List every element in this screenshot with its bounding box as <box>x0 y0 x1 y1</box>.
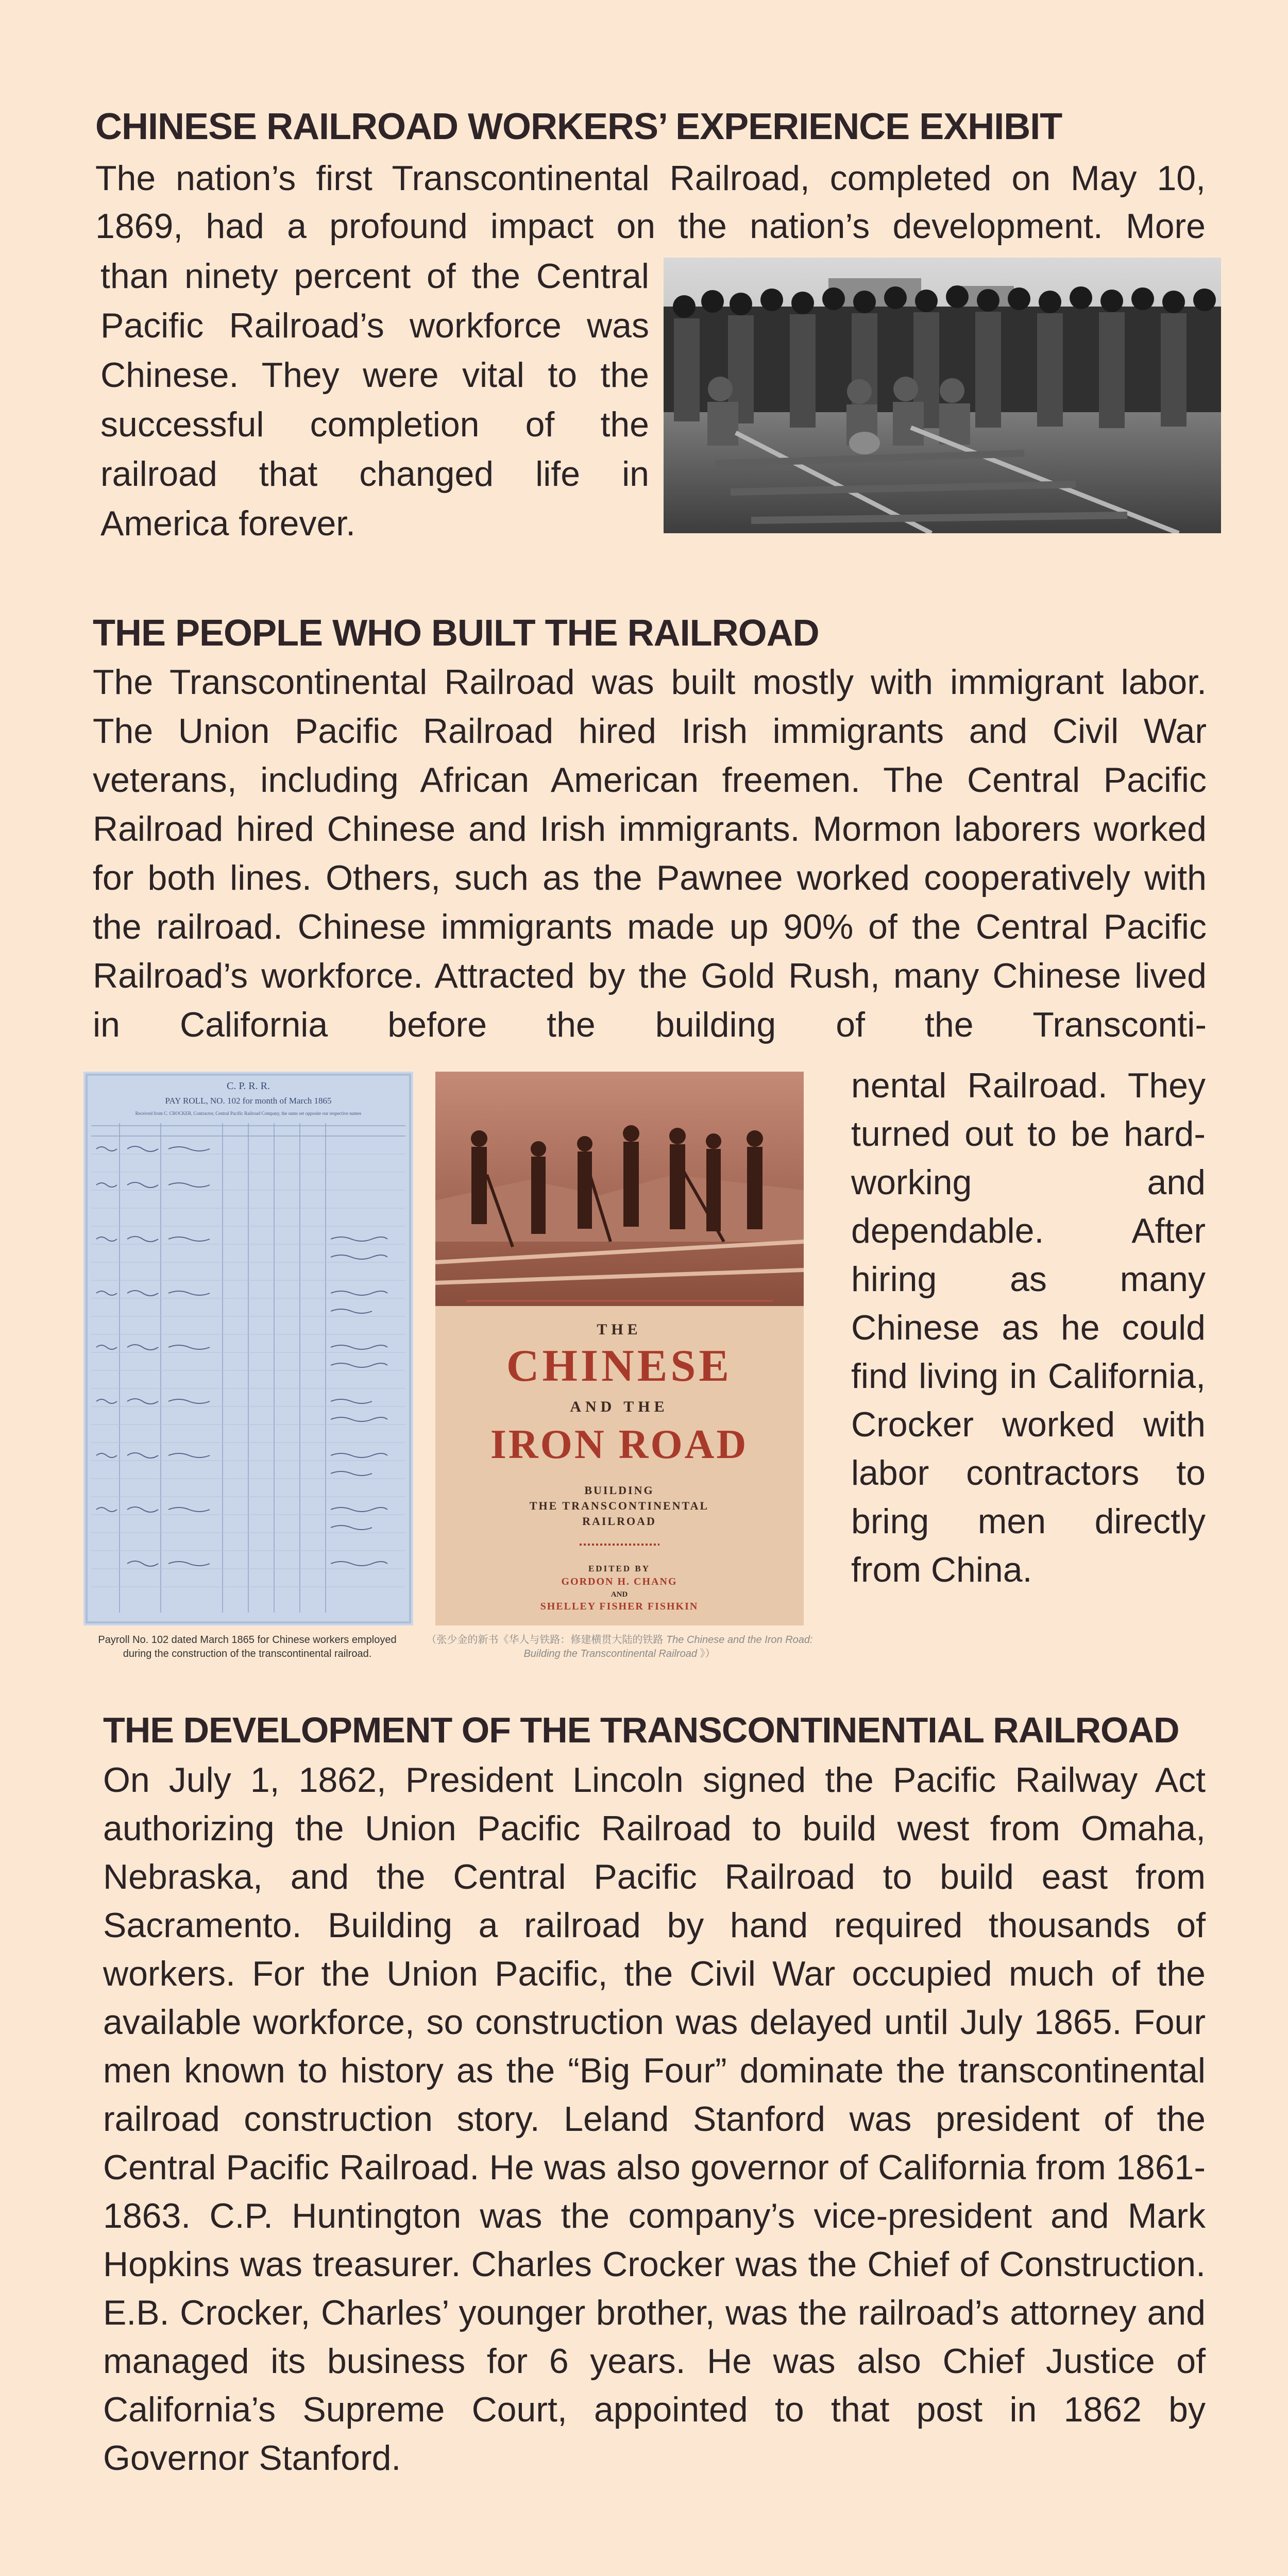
book-title-iron-road: IRON ROAD <box>490 1422 749 1467</box>
book-caption <box>425 1633 814 1661</box>
book-cover-image <box>435 1072 804 1625</box>
payroll-header: C. P. R. R. <box>227 1080 270 1092</box>
book-sub-building: BUILDING <box>584 1484 654 1497</box>
section2-continued: nental Railroad. They turned out to be hard-working and dependable. After hiring as many Chinese as he could find living in California, Crocker worked with labor contractors to bring men directly from China. <box>851 1066 1206 1589</box>
book-caption-end: 》） <box>700 1648 716 1659</box>
workers-photo-illustration <box>664 258 1221 533</box>
book-editor-1: GORDON H. CHANG <box>561 1576 677 1587</box>
book-and: AND <box>611 1590 628 1599</box>
payroll-document-image <box>83 1072 413 1625</box>
book-caption-english: The Chinese and the Iron Road: Building the Transcontinental Railroad <box>523 1634 813 1659</box>
section2-heading: THE PEOPLE WHO BUILT THE RAILROAD <box>93 613 819 654</box>
book-cover-illustration <box>435 1072 804 1625</box>
section2-body: The Transcontinental Railroad was built mostly with immigrant labor. The Union Pacific Railroad hired Irish immigrants and Civil War veterans, including African American freemen. The Central Pacific Railroad hired Chinese and Irish immigrants. Mormon laborers worked for both lines. Others, such as the Pawnee worked cooperatively with the railroad. Chinese immigrants made up 90% of the Central Pacific Railroad’s workforce. Attracted by the Gold Rush, many Chinese lived in California before the building of the Transconti- <box>93 663 1207 1044</box>
payroll-caption: Payroll No. 102 dated March 1865 for Chinese workers employed during the construction of the transcontinental railroad. <box>98 1634 397 1659</box>
railroad-workers-photo <box>664 258 1221 533</box>
book-and-the: AND THE <box>570 1398 669 1415</box>
book-sub-transcontinental: THE TRANSCONTINENTAL <box>529 1499 709 1512</box>
payroll-document-illustration <box>83 1072 413 1625</box>
book-caption-chinese: （张少金的新书《华人与铁路：修建横贯大陆的铁路 <box>426 1634 664 1646</box>
book-sub-railroad: RAILROAD <box>582 1515 656 1528</box>
section1-heading: CHINESE RAILROAD WORKERS’ EXPERIENCE EXHIBIT <box>95 106 1062 147</box>
section1-intro: The nation’s first Transcontinental Railroad, completed on May 10, 1869, had a profound impact on the nation’s development. More <box>95 159 1206 246</box>
section3-body: On July 1, 1862, President Lincoln signed the Pacific Railway Act authorizing the Union Pacific Railroad to build west from Omaha, Nebraska, and the Central Pacific Railroad to build east from Sacramento. Building a railroad by hand required thousands of workers. For the Union Pacific, the Civil War occupied much of the available workforce, so construction was delayed until July 1865. Four men known to history as the “Big Four” dominate the transcontinental railroad construction story. Leland Stanford was president of the Central Pacific Railroad. He was also governor of California from 1861-1863. C.P. Huntington was the company’s vice-president and Mark Hopkins was treasurer. Charles Crocker was the Chief of Construction. E.B. Crocker, Charles’ younger brother, was the railroad’s attorney and managed its business for 6 years. He was also Chief Justice of California’s Supreme Court, appointed to that post in 1862 by Governor Stanford. <box>103 1760 1206 2478</box>
payroll-title: PAY ROLL, NO. 102 for month of March 1865 <box>165 1096 332 1106</box>
payroll-subtitle: Received from C. CROCKER, Contractor, Central Pacific Railroad Company, the sums set opposite our respective names <box>135 1111 362 1116</box>
book-the: THE <box>597 1321 642 1338</box>
book-edited-by: EDITED BY <box>588 1564 651 1573</box>
section1-body: than ninety percent of the Central Pacific Railroad’s workforce was Chinese. They were vital to the successful completion of the railroad that changed life in America forever. <box>100 257 649 543</box>
book-editor-2: SHELLEY FISHER FISHKIN <box>540 1601 699 1612</box>
book-title-chinese: CHINESE <box>506 1341 733 1391</box>
section3-heading: THE DEVELOPMENT OF THE TRANSCONTINENTIAL RAILROAD <box>103 1710 1179 1750</box>
